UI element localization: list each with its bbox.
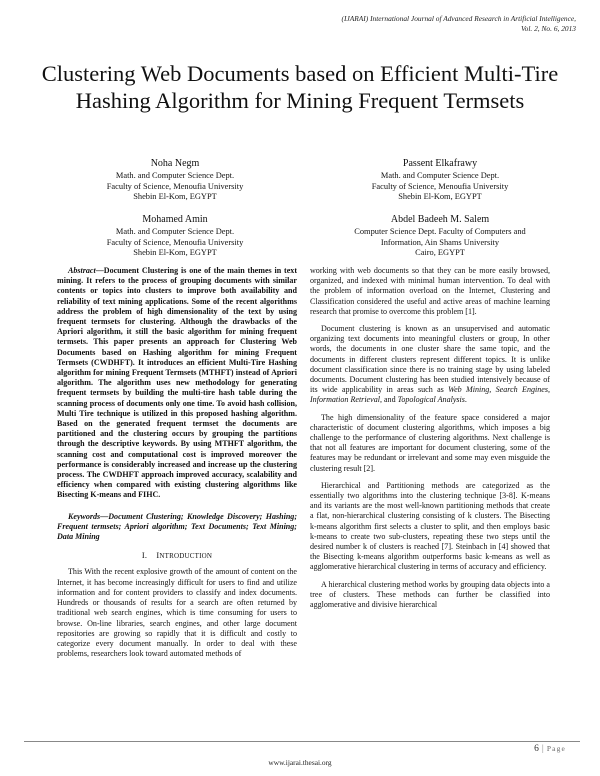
page-separator: | bbox=[541, 744, 544, 754]
journal-volume: Vol. 2, No. 6, 2013 bbox=[520, 23, 576, 33]
body-paragraph: A hierarchical clustering method works by grouping data objects into a tree of clusters. These methods can further be classified into agglomerative and divisive hierarchical bbox=[310, 579, 550, 610]
journal-name: (IJARAI) International Journal of Advanced Research in Artificial Intelligence, bbox=[341, 14, 576, 23]
left-column bbox=[57, 266, 297, 659]
author-block bbox=[330, 157, 550, 203]
author-affiliation: Shebin El-Kom, EGYPT bbox=[398, 192, 482, 202]
page-number-value: 6 bbox=[534, 744, 539, 754]
right-column bbox=[310, 266, 550, 610]
section-number: I. bbox=[141, 551, 148, 561]
section-first-letter: I bbox=[156, 551, 160, 561]
section-title-rest: NTRODUCTION bbox=[159, 552, 213, 561]
author-block bbox=[320, 213, 560, 259]
author-affiliation: Computer Science Dept. Faculty of Computers and bbox=[354, 227, 526, 236]
author-name: Abdel Badeeh M. Salem bbox=[390, 214, 490, 225]
author-name: Passent Elkafrawy bbox=[402, 158, 478, 169]
author-block bbox=[80, 157, 270, 203]
keywords bbox=[57, 512, 297, 543]
body-paragraph: working with web documents so that they can be more easily browsed, organized, and indexed with minimal human intervention. To deal with the problem of information overload on the Internet, Clustering and Classification considered the useful and active areas of machine learning research that promise to overcome this problem [1]. bbox=[310, 266, 550, 316]
author-affiliation: Math. and Computer Science Dept. bbox=[115, 227, 235, 236]
author-affiliation: Cairo, EGYPT bbox=[415, 248, 465, 258]
author-block bbox=[80, 213, 270, 259]
journal-header bbox=[196, 14, 576, 33]
author-name: Noha Negm bbox=[150, 158, 200, 169]
page-number bbox=[534, 744, 566, 754]
author-affiliation: Shebin El-Kom, EGYPT bbox=[133, 192, 217, 202]
abstract-text: Document Clustering is one of the main themes in text mining. It refers to the process of grouping documents with similar contents or topics into clusters to improve both availability and reliability of text mining applications. Some of the recent algorithms address the problem of high dimensionality of the text by using frequent termsets for clustering. Although the drawbacks of the Apriori algorithm, it still the basic algorithm for mining frequent termsets. This paper presents an approach for Clustering Web Documents based on Hashing algorithm for mining Frequent Termsets (CWDHFT). It introduces an efficient Multi-Tire Hashing algorithm for mining Frequent Termsets (MTHFT) instead of Apriori algorithm. The algorithm uses new methodology for generating frequent termsets by building the multi-tire hash table during the scanning process of documents only one time. To avoid hash collision, Multi Tire technique is utilized in this proposed hashing algorithm. Based on the generated frequent termset the documents are partitioned and the clustering occurs by grouping the partitions through the descriptive keywords. By using MTHFT algorithm, the scanning cost and computational cost is improved moreover the performance is considerably increased and increase up the clustering process. The CWDHFT approach improved accuracy, scalability and efficiency when compared with existing clustering algorithms like Bisecting K-means and FIHC. bbox=[57, 266, 297, 500]
abstract-label: Abstract— bbox=[68, 266, 104, 275]
author-affiliation: Math. and Computer Science Dept. bbox=[115, 171, 235, 180]
italic-term: Web Mining, Search Engines, Information Retrieval bbox=[310, 385, 550, 405]
body-paragraph: The high dimensionality of the feature space considered a major characteristic of document clustering algorithms, which imposes a big challenge to the performance of clustering algorithms. Next challenge is that not all features are important for document clustering, some of the features may be redundant or irrelevant and some may even misguide the clustering result [2]. bbox=[310, 412, 550, 473]
keywords-label: Keywords— bbox=[68, 511, 109, 521]
italic-term: Topological Analysis bbox=[397, 395, 465, 405]
paper-title: Clustering Web Documents based on Efficient Multi-Tire Hashing Algorithm for Mining Frequent Termsets bbox=[41, 61, 559, 113]
author-affiliation: Shebin El-Kom, EGYPT bbox=[133, 248, 217, 258]
keywords-text: Document Clustering; Knowledge Discovery; Hashing; Frequent termsets; Apriori algorithm; Text Documents; Text Mining; Data Mining bbox=[57, 511, 297, 542]
author-affiliation: Math. and Computer Science Dept. bbox=[380, 171, 500, 180]
author-name: Mohamed Amin bbox=[142, 214, 208, 225]
footer-url: www.ijarai.thesai.org bbox=[268, 758, 332, 767]
author-affiliation: Faculty of Science, Menoufia University bbox=[371, 181, 509, 191]
body-paragraph bbox=[310, 324, 550, 406]
footer-divider bbox=[24, 741, 580, 742]
body-text: . bbox=[464, 395, 467, 405]
section-heading-introduction bbox=[57, 551, 297, 561]
author-affiliation: Faculty of Science, Menoufia University bbox=[106, 181, 244, 191]
body-paragraph: Hierarchical and Partitioning methods are categorized as the essentially two algorithms into the clustering technique [3-8]. K-means and its variants are the most well-known partitioning methods that create a flat, non-hierarchical clustering consisting of k clusters. The Bisecting k-means algorithm first selects a cluster to split, and then employs basic k-means to create two sub-clusters, repeating these two steps until the desired number k of clusters is reached [7]. Steinbach in [4] showed that the Bisecting k-means algorithm outperforms basic k-means as well as agglomerative hierarchical clustering in terms of accuracy and efficiency. bbox=[310, 480, 550, 572]
body-text: Document clustering is known as an unsupervised and automatic organizing text documents into meaningful clusters or group, In other words, the documents in one cluster share the same topic, and the documents in different clusters represent different topics. It is unlike document classification since there is no training stage by using labeled documents. Document clustering has been studied intensively because of its wide applicability in areas such as bbox=[310, 324, 550, 395]
author-affiliation: Information, Ain Shams University bbox=[380, 237, 500, 247]
author-affiliation: Faculty of Science, Menoufia University bbox=[106, 237, 244, 247]
abstract bbox=[57, 266, 297, 501]
intro-paragraph: This With the recent explosive growth of the amount of content on the Internet, it has become increasingly difficult for users to find and utilize information and for content providers to classify and index documents. Hundreds or thousands of results for a search are often returned by traditional web search engines, which is time consuming for users to browse. On-line libraries, search engines, and other large document repositories are growing so rapidly that it is difficult and costly to categorize every document manually. In order to deal with these problems, researchers look toward automated methods of bbox=[57, 567, 297, 659]
body-text: , and bbox=[379, 395, 398, 405]
page-word: Page bbox=[546, 744, 566, 753]
